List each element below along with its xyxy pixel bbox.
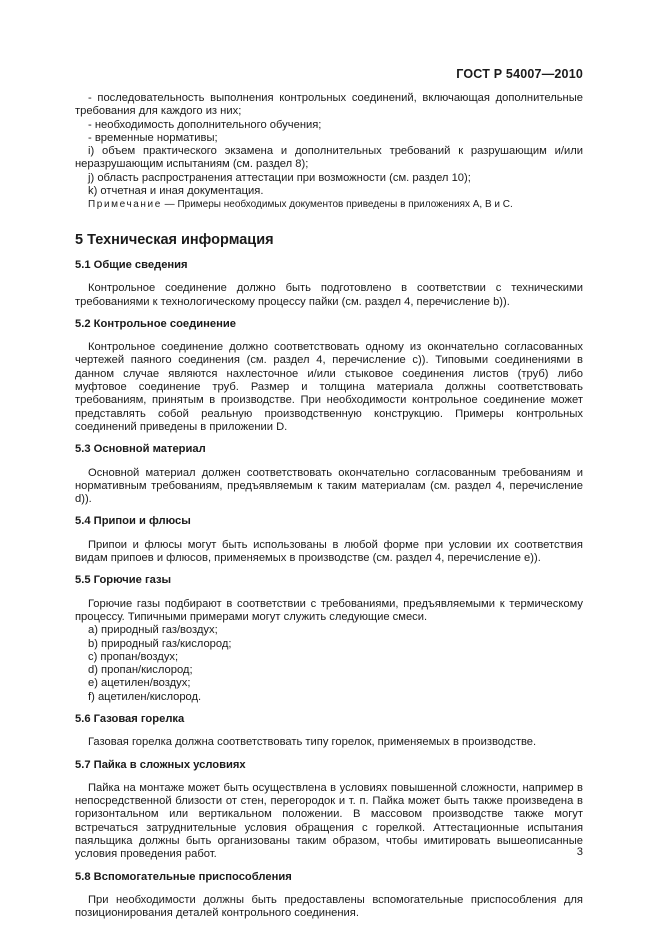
list-item: - временные нормативы; xyxy=(88,131,218,144)
list-item: - необходимость дополнительного обучения; xyxy=(88,118,322,131)
section-heading: 5 Техническая информация xyxy=(75,231,274,248)
list-item: - последовательность выполнения контрольных соединений, включающая дополнительные требования для каждого из них; xyxy=(75,92,583,118)
list-item: i) объем практического экзамена и дополнительных требований к разрушающим и/или неразрушающим испытаниям (см. раздел 8); xyxy=(75,145,583,171)
subsection-heading: 5.1 Общие сведения xyxy=(75,258,188,271)
list-item: f) ацетилен/кислород. xyxy=(88,690,202,703)
subsection-heading: 5.6 Газовая горелка xyxy=(75,712,185,725)
paragraph: Горючие газы подбирают в соответствии с требованиями, предъявляемыми к термическому процессу. Типичными примерами могут служить следующие смеси. xyxy=(75,597,583,623)
document-header: ГОСТ Р 54007—2010 xyxy=(456,67,583,81)
note xyxy=(75,198,583,211)
list-item: b) природный газ/кислород; xyxy=(88,637,232,650)
paragraph: Пайка на монтаже может быть осуществлена в условиях повышенной сложности, например в непосредственной близости от стен, перегородок и т. п. Пайка может быть также произведена в горизонтальном или вертикальном положении. В массовом производстве также могут встречаться затруднительные условия обращения с горелкой. Аттестационные испытания паяльщика должны быть организованы таким образом, чтобы имитировать вышеописанные условия проведения работ. xyxy=(75,781,583,861)
subsection-heading: 5.5 Горючие газы xyxy=(75,574,172,587)
paragraph: Основной материал должен соответствовать окончательно согласованным требованиям и нормативным требованиям, предъявляемым к таким материалам (см. раздел 4, перечисление d)). xyxy=(75,466,583,506)
subsection-heading: 5.2 Контрольное соединение xyxy=(75,317,236,330)
list-item: j) область распространения аттестации при возможности (см. раздел 10); xyxy=(88,171,471,184)
list-item: a) природный газ/воздух; xyxy=(88,624,218,637)
list-item: e) ацетилен/воздух; xyxy=(88,677,191,690)
paragraph: Контрольное соединение должно быть подготовлено в соответствии с техническими требованиями к технологическому процессу пайки (см. раздел 4, перечисление b)). xyxy=(75,282,583,308)
paragraph: Газовая горелка должна соответствовать типу горелок, применяемых в производстве. xyxy=(88,736,537,749)
subsection-heading: 5.8 Вспомогательные приспособления xyxy=(75,870,292,883)
paragraph: Контрольное соединение должно соответствовать одному из окончательно согласованных чертежей паяного соединения (см. раздел 4, перечисление с)). Типовыми соединениями в данном случае являются нахлесточное и/или стыковое соединения листов (труб) либо муфтовое соединение труб. Размер и толщина материала должны соответствовать требованиям, принятым в производстве. При необходимости контрольное соединение может представлять собой реальную производственную конструкцию. Примеры контрольных соединений приведены в приложении D. xyxy=(75,341,583,433)
subsection-heading: 5.7 Пайка в сложных условиях xyxy=(75,758,246,771)
list-item: d) пропан/кислород; xyxy=(88,664,193,677)
note-text: — Примеры необходимых документов приведены в приложениях А, В и С. xyxy=(161,199,513,211)
list-item: k) отчетная и иная документация. xyxy=(88,185,264,198)
paragraph: Припои и флюсы могут быть использованы в любой форме при условии их соответствия видам припоев и флюсов, применяемых в производстве (см. раздел 4, перечисление е)). xyxy=(75,538,583,565)
note-label: Примечание xyxy=(88,199,162,211)
subsection-heading: 5.4 Припои и флюсы xyxy=(75,515,191,528)
paragraph: При необходимости должны быть предоставлены вспомогательные приспособления для позиционирования деталей контрольного соединения. xyxy=(75,893,583,920)
page-content xyxy=(75,92,583,921)
page-number: 3 xyxy=(576,846,583,858)
subsection-heading: 5.3 Основной материал xyxy=(75,443,206,456)
list-item: c) пропан/воздух; xyxy=(88,650,179,663)
